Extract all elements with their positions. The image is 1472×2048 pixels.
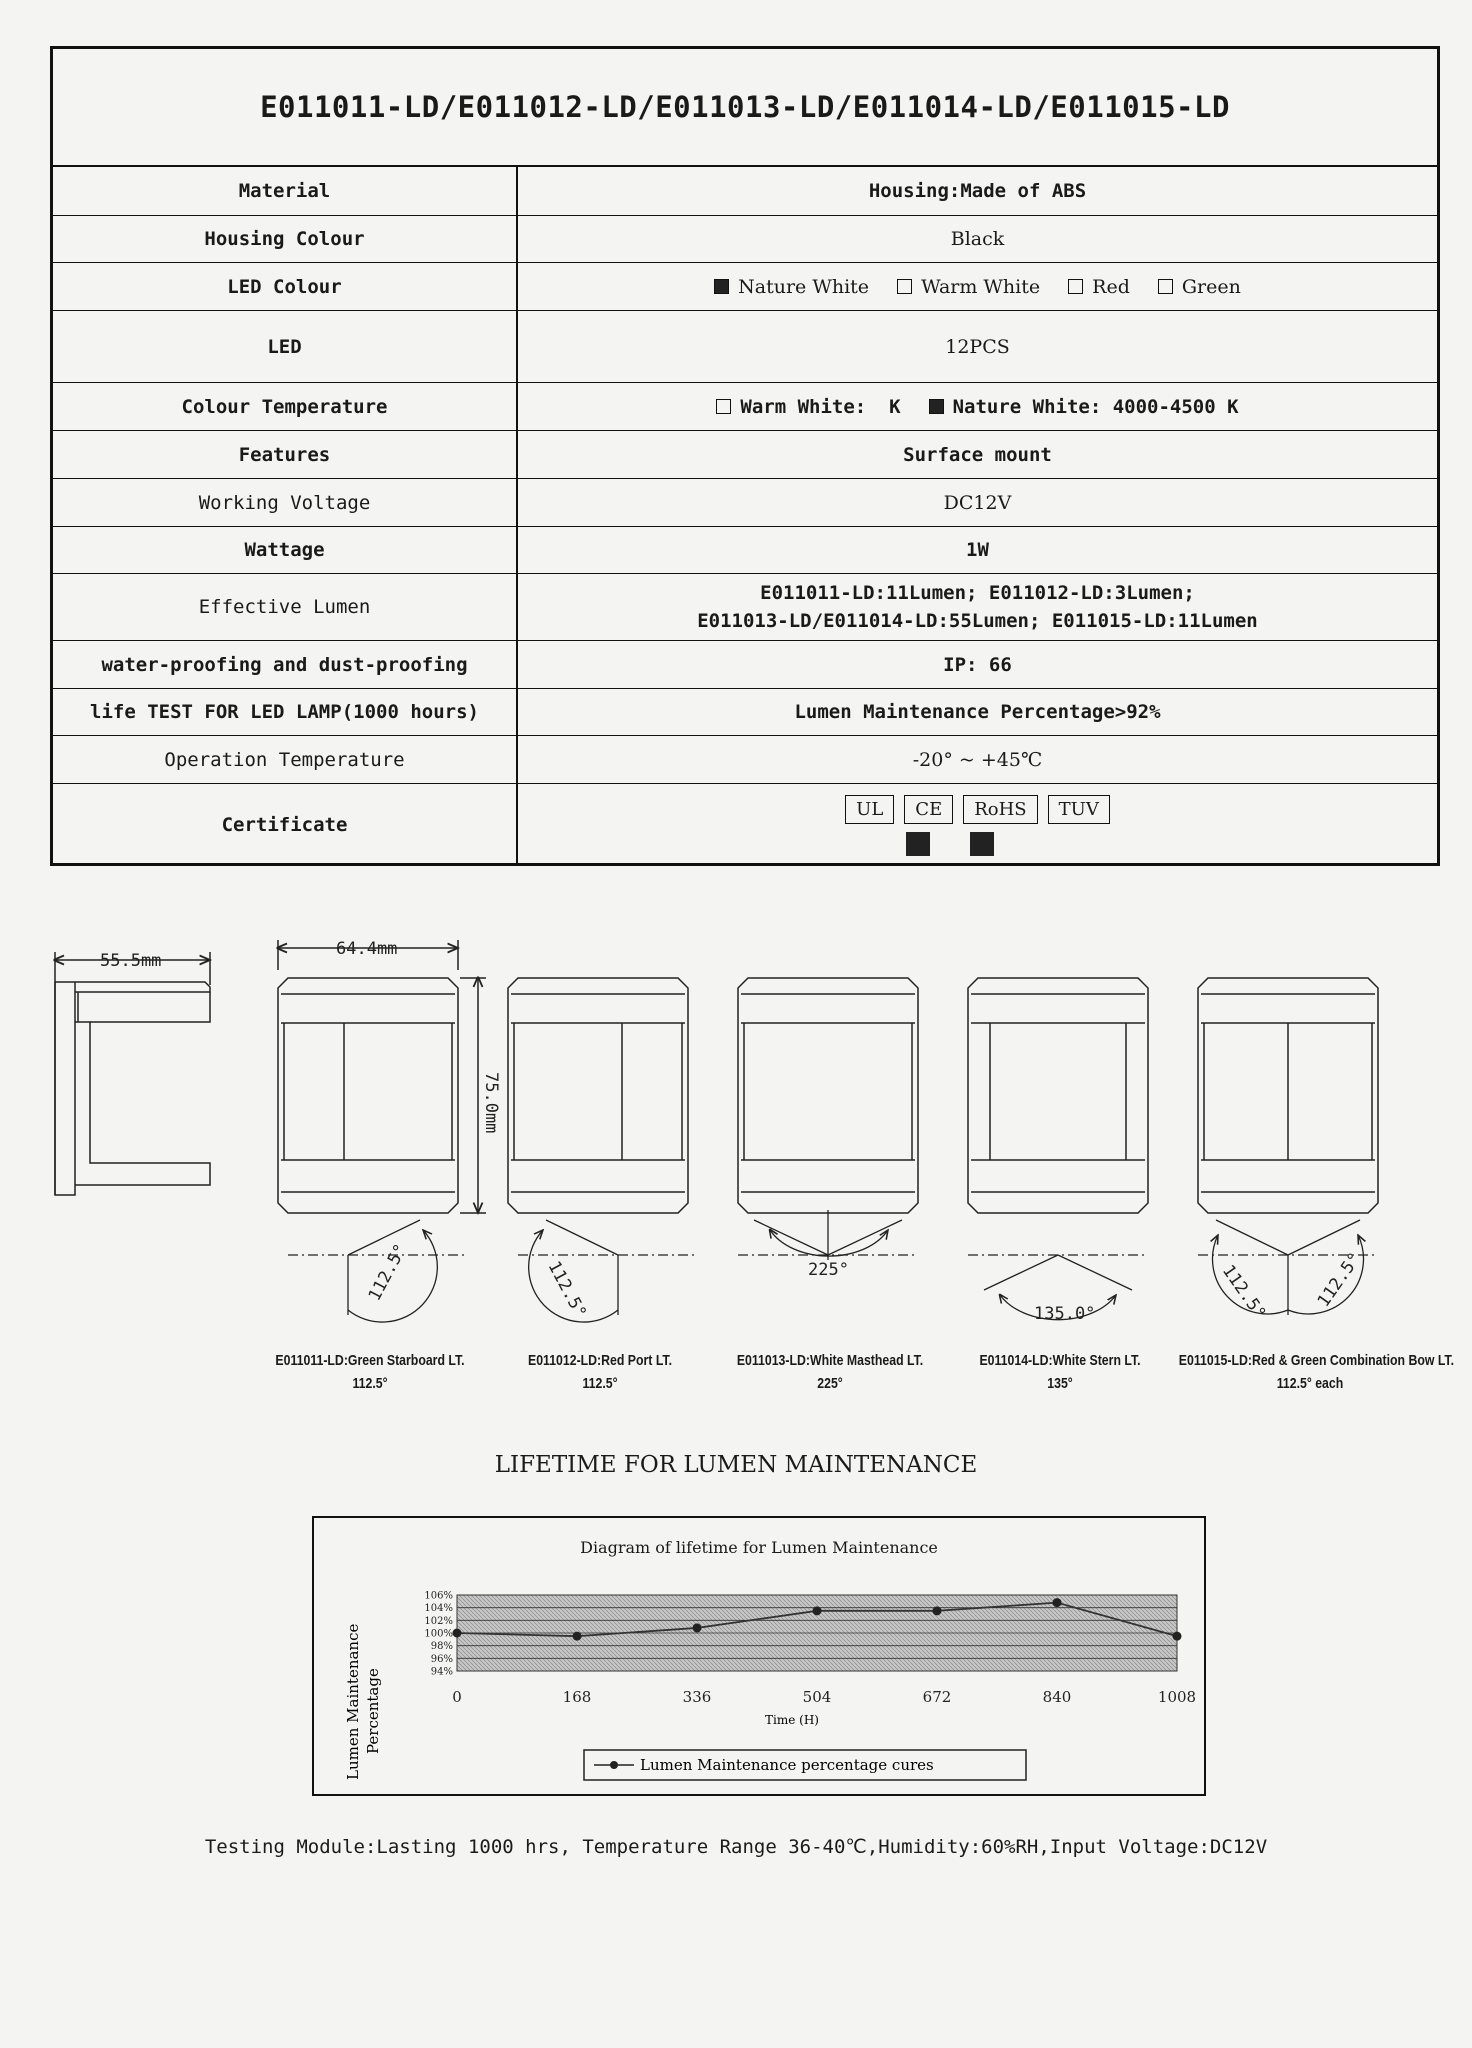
row-colour-temperature bbox=[53, 383, 1437, 431]
value-life-test: Lumen Maintenance Percentage>92% bbox=[794, 701, 1161, 723]
row-material bbox=[53, 167, 1437, 216]
label-material: Material bbox=[53, 167, 518, 215]
option-label: Nature White: 4000-4500 K bbox=[952, 395, 1239, 418]
x-tick-label: 504 bbox=[802, 1688, 832, 1706]
value-features: Surface mount bbox=[903, 443, 1052, 466]
row-led-colour bbox=[53, 263, 1437, 311]
option-red bbox=[1068, 276, 1130, 298]
label-housing-colour: Housing Colour bbox=[53, 216, 518, 262]
checkbox-red bbox=[1068, 279, 1083, 294]
light-caption-name: E011014-LD:White Stern LT. bbox=[979, 1352, 1141, 1369]
data-point bbox=[1053, 1598, 1062, 1607]
row-features bbox=[53, 431, 1437, 479]
label-features: Features bbox=[53, 431, 518, 478]
checkbox-warm-white-temp bbox=[716, 399, 731, 414]
option-label: Warm White bbox=[921, 275, 1041, 298]
row-housing-colour bbox=[53, 216, 1437, 263]
checkbox-nature-white bbox=[714, 279, 729, 294]
side-view-drawing bbox=[55, 952, 210, 1195]
light-caption-5 bbox=[1178, 1352, 1455, 1392]
light-caption-4 bbox=[953, 1352, 1166, 1392]
option-warm-white-temp bbox=[716, 396, 900, 418]
x-tick-label: 0 bbox=[452, 1688, 462, 1706]
row-operation-temperature bbox=[53, 736, 1437, 784]
label-wattage: Wattage bbox=[53, 527, 518, 573]
x-tick-label: 168 bbox=[562, 1688, 592, 1706]
label-waterproof: water-proofing and dust-proofing bbox=[53, 641, 518, 688]
value-working-voltage: DC12V bbox=[943, 491, 1012, 514]
front-views bbox=[278, 978, 1378, 1213]
lifetime-title: LIFETIME FOR LUMEN MAINTENANCE bbox=[494, 1452, 978, 1478]
x-axis-label: Time (H) bbox=[765, 1713, 819, 1727]
chart-legend bbox=[584, 1750, 1026, 1780]
x-tick-label: 336 bbox=[682, 1688, 712, 1706]
lifetime-chart bbox=[312, 1516, 1206, 1796]
height-label: 75.0mm bbox=[481, 1072, 501, 1134]
label-led: LED bbox=[53, 311, 518, 382]
light-caption-angle: 112.5° each bbox=[1276, 1375, 1344, 1392]
cert-rohs-check bbox=[970, 832, 994, 856]
testing-conditions: Testing Module:Lasting 1000 hrs, Temperature Range 36-40℃,Humidity:60%RH,Input Voltage:DC12V bbox=[204, 1836, 1268, 1858]
light-caption-angle: 112.5° bbox=[582, 1375, 618, 1392]
depth-label: 55.5mm bbox=[100, 951, 162, 971]
option-label: Nature White bbox=[738, 275, 870, 298]
light-caption-angle: 112.5° bbox=[352, 1375, 388, 1392]
light-caption-name: E011012-LD:Red Port LT. bbox=[527, 1352, 672, 1369]
row-effective-lumen bbox=[53, 574, 1437, 641]
arc-label-1: 112.5° bbox=[364, 1240, 412, 1305]
lumen-line-1: E011011-LD:11Lumen; E011012-LD:3Lumen; bbox=[760, 582, 1195, 604]
arc-label-4: 135.0° bbox=[1034, 1304, 1096, 1324]
data-point bbox=[933, 1606, 942, 1615]
option-label: Warm White: K bbox=[740, 395, 901, 418]
y-tick-label: 94% bbox=[430, 1666, 453, 1678]
arc-label-3: 225° bbox=[808, 1260, 849, 1280]
legend-label: Lumen Maintenance percentage cures bbox=[640, 1756, 934, 1774]
light-caption-1 bbox=[263, 1352, 476, 1392]
value-waterproof: IP: 66 bbox=[943, 653, 1012, 676]
legend-marker bbox=[610, 1761, 618, 1769]
led-colour-options bbox=[518, 263, 1437, 310]
value-effective-lumen bbox=[697, 579, 1258, 635]
label-certificate: Certificate bbox=[53, 784, 518, 866]
x-tick-labels bbox=[452, 1688, 1196, 1706]
row-certificate bbox=[53, 784, 1437, 866]
row-working-voltage bbox=[53, 479, 1437, 527]
arc-label-2: 112.5° bbox=[543, 1257, 591, 1322]
option-label: Green bbox=[1181, 275, 1241, 298]
page-title: E011011-LD/E011012-LD/E011013-LD/E011014-LD/E011015-LD bbox=[53, 49, 1437, 167]
value-led: 12PCS bbox=[945, 335, 1010, 358]
option-green bbox=[1158, 276, 1241, 298]
chart-title: Diagram of lifetime for Lumen Maintenance bbox=[580, 1538, 938, 1557]
arc-label-5a: 112.5° bbox=[1217, 1261, 1270, 1324]
label-effective-lumen: Effective Lumen bbox=[53, 574, 518, 640]
x-tick-label: 1008 bbox=[1157, 1688, 1197, 1706]
y-tick-label: 106% bbox=[424, 1590, 453, 1602]
light-caption-3 bbox=[723, 1352, 936, 1392]
light-caption-2 bbox=[493, 1352, 706, 1392]
row-led bbox=[53, 311, 1437, 383]
cert-rohs: RoHS bbox=[963, 795, 1037, 824]
data-point bbox=[453, 1629, 462, 1638]
option-nature-white bbox=[714, 276, 869, 298]
colour-temperature-options bbox=[518, 383, 1437, 430]
data-point bbox=[573, 1632, 582, 1641]
cert-ce: CE bbox=[904, 795, 953, 824]
cert-tuv: TUV bbox=[1048, 795, 1110, 824]
data-point bbox=[813, 1606, 822, 1615]
light-caption-angle: 225° bbox=[817, 1375, 843, 1392]
value-wattage: 1W bbox=[966, 539, 989, 561]
y-tick-label: 104% bbox=[424, 1603, 453, 1615]
light-caption-name: E011015-LD:Red & Green Combination Bow LT. bbox=[1178, 1352, 1455, 1369]
arc-label-5b: 112.5° bbox=[1313, 1249, 1366, 1311]
label-working-voltage: Working Voltage bbox=[53, 479, 518, 526]
row-life-test bbox=[53, 689, 1437, 736]
checkbox-nature-white-temp bbox=[929, 399, 944, 414]
width-label: 64.4mm bbox=[336, 939, 398, 959]
option-warm-white bbox=[897, 276, 1040, 298]
label-led-colour: LED Colour bbox=[53, 263, 518, 310]
certificate-list bbox=[845, 795, 1110, 856]
technical-drawings bbox=[0, 930, 1472, 1410]
option-label: Red bbox=[1092, 275, 1130, 298]
x-tick-label: 672 bbox=[922, 1688, 952, 1706]
y-tick-label: 102% bbox=[424, 1615, 453, 1627]
y-tick-label: 96% bbox=[430, 1653, 453, 1665]
chart-plot bbox=[314, 1518, 1204, 1794]
light-caption-name: E011013-LD:White Masthead LT. bbox=[736, 1352, 924, 1369]
value-material: Housing:Made of ABS bbox=[868, 180, 1087, 202]
value-housing-colour: Black bbox=[950, 228, 1005, 250]
row-wattage bbox=[53, 527, 1437, 574]
y-tick-labels bbox=[424, 1591, 453, 1678]
label-colour-temperature: Colour Temperature bbox=[53, 383, 518, 430]
option-nature-white-temp bbox=[929, 396, 1239, 418]
cert-ul: UL bbox=[845, 795, 894, 824]
value-operation-temperature: -20° ~ +45℃ bbox=[912, 748, 1043, 771]
label-operation-temperature: Operation Temperature bbox=[53, 736, 518, 783]
label-life-test: life TEST FOR LED LAMP(1000 hours) bbox=[53, 689, 518, 735]
x-tick-label: 840 bbox=[1042, 1688, 1072, 1706]
checkbox-green bbox=[1158, 279, 1173, 294]
y-axis-label-1: Lumen Maintenance bbox=[344, 1623, 362, 1780]
light-caption-angle: 135° bbox=[1047, 1375, 1073, 1392]
y-tick-label: 100% bbox=[424, 1628, 453, 1640]
row-waterproof bbox=[53, 641, 1437, 689]
y-tick-label: 98% bbox=[430, 1641, 453, 1653]
checkbox-warm-white bbox=[897, 279, 912, 294]
data-point bbox=[1173, 1632, 1182, 1641]
cert-ce-check bbox=[906, 832, 930, 856]
y-axis-label-2: Percentage bbox=[364, 1668, 382, 1754]
spec-table bbox=[50, 46, 1440, 866]
data-point bbox=[693, 1623, 702, 1632]
lumen-line-2: E011013-LD/E011014-LD:55Lumen; E011015-LD:11Lumen bbox=[697, 610, 1258, 632]
light-caption-name: E011011-LD:Green Starboard LT. bbox=[275, 1352, 465, 1369]
